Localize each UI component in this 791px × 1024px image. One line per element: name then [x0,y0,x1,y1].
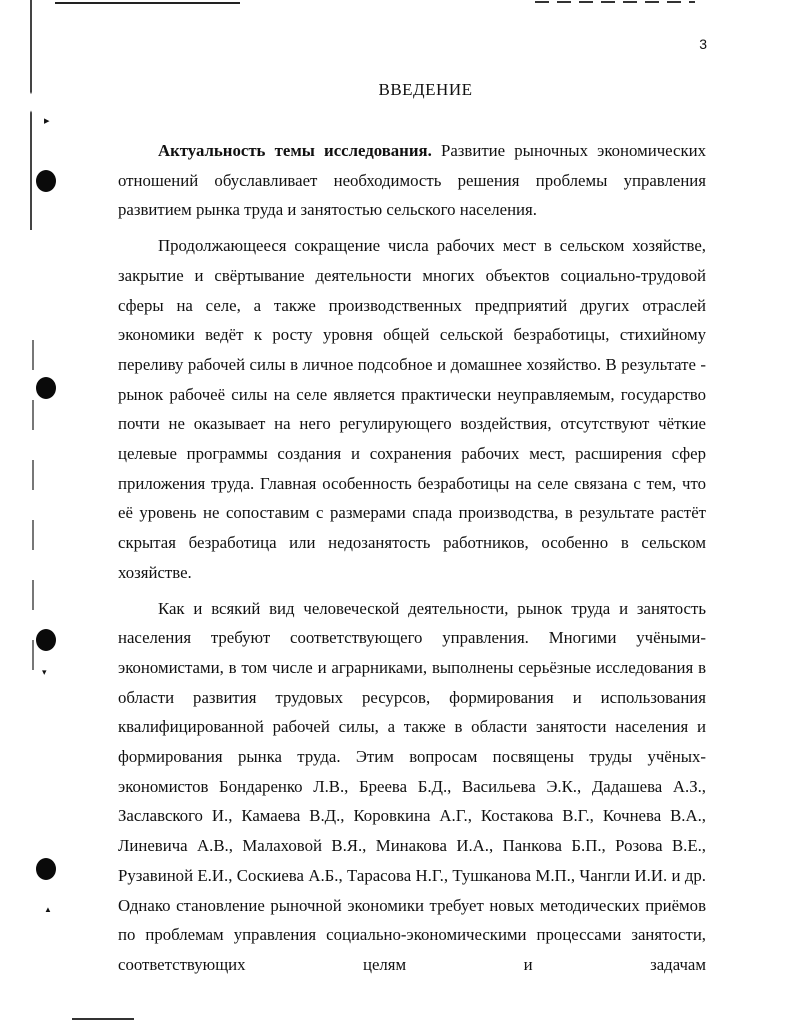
scan-edge-line-top-right [535,1,695,3]
scan-edge-line-bottom [72,1018,134,1020]
punch-hole-4 [36,858,56,880]
scan-edge-line-top [55,2,240,4]
punch-hole-3 [36,629,56,651]
paragraph-3-text: Как и всякий вид человеческой деятельности, рынок труда и занятость населения требуют соответствующего управления. Многими учёными-экономистами, в том числе и аграрниками, выполнены серьёзные исследования в области развития трудовых ресурсов, формирования и использования квалифицированной рабочей силы, а также в области занятости населения и формирования рынка труда. Этим вопросам посвящены труды учёных-экономистов Бондаренко Л.В., Бреева Б.Д., Васильева Э.К., Дадашева А.З., Заславского И., Камаева В.Д., Коровкина А.Г., Костакова В.Г., Кочнева В.А., Линевича А.В., Малаховой В.Я., Минакова И.А., Панкова Б.П., Розова В.Е., Рузавиной Е.И., Соскиева А.Б., Тарасова Н.Г., Тушканова М.П., Чангли И.И. и др. Однако становление рыночной экономики требует новых методических приёмов по проблемам управления социально-экономическими процессами занятости, соответствующих целям и задачам [118,598,706,974]
document-body [118,136,706,986]
paragraph-1-lead: Актуальность темы исследования. [158,141,432,160]
paragraph-2 [118,231,706,587]
paragraph-1-text: Развитие рыночных экономических отношений обуславливает необходимость решения проблемы управления развитием рынка труда и занятостью сельского населения. [118,141,706,220]
scan-edge-line-left [30,0,32,230]
scan-speck-3: ▲ [44,905,52,914]
scan-speck-1: ▸ [44,115,50,127]
scan-edge-line-left-lower [32,340,34,670]
section-heading: ВВЕДЕНИЕ [378,80,473,99]
paragraph-3 [118,594,706,980]
page-number: 3 [699,36,707,52]
paragraph-1 [118,136,706,225]
punch-hole-2 [36,377,56,399]
scan-speck-2: ▾ [42,667,47,677]
paragraph-2-text: Продолжающееся сокращение числа рабочих мест в сельском хозяйстве, закрытие и свёртывание деятельности многих объектов социально-трудовой сферы на селе, а также производственных предприятий других отраслей экономики ведёт к росту уровня общей сельской безработицы, стихийному переливу рабочей силы в личное подсобное и домашнее хозяйство. В результате - рынок рабочеё силы на селе является практически неуправляемым, государство почти не оказывает на него регулирующего воздействия, отсутствуют чёткие целевые программы создания и сохранения рабочих мест, расширения сфер приложения труда. Главная особенность безработицы на селе связана с тем, что её уровень не сопоставим с размерами спада производства, в результате растёт скрытая безработица или недозанятость работников, особенно в сельском хозяйстве. [118,236,706,582]
punch-hole-1 [36,170,56,192]
